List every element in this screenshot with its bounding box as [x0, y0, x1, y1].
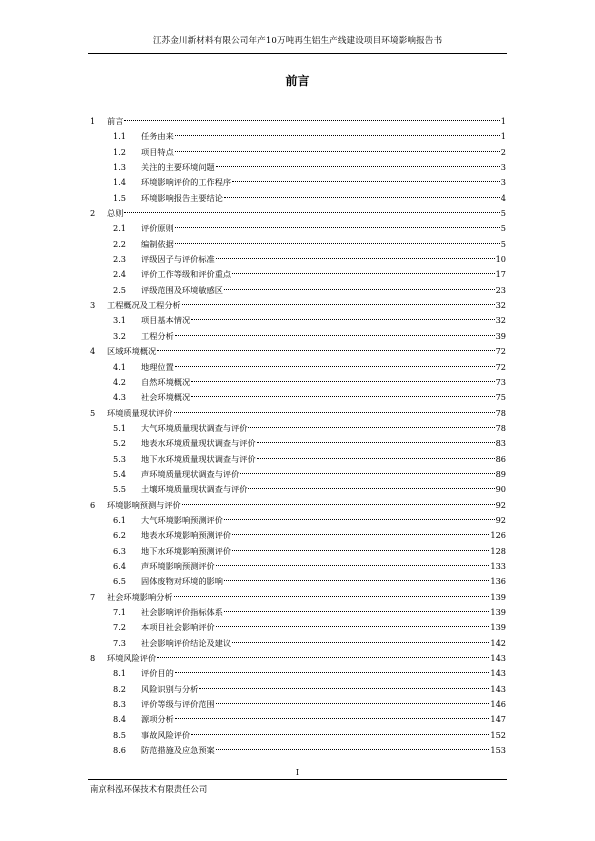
toc-entry-body — [107, 498, 506, 513]
toc-entry-body — [141, 636, 506, 651]
toc-entry-number: 2.5 — [113, 284, 127, 295]
toc-entry-page: 92 — [495, 514, 506, 525]
toc-entry-body — [107, 651, 506, 666]
toc-entry-label: 工程分析 — [141, 330, 174, 341]
toc-entry[interactable] — [88, 298, 506, 313]
toc-dot-leader — [232, 181, 500, 182]
toc-entry-body — [141, 129, 506, 144]
toc-entry-number: 2.2 — [113, 238, 127, 249]
toc-entry[interactable] — [88, 666, 506, 681]
toc-entry-number: 3 — [90, 300, 96, 311]
toc-dot-leader — [216, 626, 490, 627]
toc-entry-body — [141, 682, 506, 697]
toc-entry-page: 5 — [500, 238, 506, 249]
toc-entry-body — [107, 298, 506, 313]
toc-entry-label: 编制依据 — [141, 238, 174, 249]
toc-entry-label: 地下水环境影响预测评价 — [141, 545, 232, 556]
toc-dot-leader — [224, 289, 495, 290]
toc-entry-body — [141, 482, 506, 497]
toc-entry-label: 土壤环境质量现状调查与评价 — [141, 484, 248, 495]
toc-entry[interactable] — [88, 651, 506, 666]
toc-dot-leader — [248, 488, 494, 489]
toc-entry-number: 5.4 — [113, 468, 127, 479]
toc-dot-leader — [174, 596, 490, 597]
toc-entry-body — [141, 605, 506, 620]
toc-entry-body — [141, 375, 506, 390]
footer-divider — [88, 779, 507, 780]
toc-entry-body — [141, 574, 506, 589]
toc-entry[interactable] — [88, 590, 506, 605]
running-header: 江苏金川新材料有限公司年产10万吨再生铝生产线建设项目环境影响报告书 — [152, 36, 443, 46]
toc-entry-label: 固体废物对环境的影响 — [141, 576, 223, 587]
toc-entry-number: 2.1 — [113, 223, 127, 234]
toc-entry-label: 评级范围及环境敏感区 — [141, 284, 223, 295]
toc-entry-page: 3 — [500, 177, 506, 188]
toc-dot-leader — [232, 273, 495, 274]
toc-entry-body — [141, 620, 506, 635]
toc-dot-leader — [232, 534, 489, 535]
toc-entry-page: 32 — [495, 315, 506, 326]
page-title: 前言 — [285, 74, 310, 88]
toc-entry-number: 5.3 — [113, 453, 127, 464]
toc-dot-leader — [224, 519, 495, 520]
toc-entry-number: 8.2 — [113, 683, 127, 694]
toc-entry-body — [141, 360, 506, 375]
toc-entry-number: 2.3 — [113, 254, 127, 265]
toc-entry-label: 任务由来 — [141, 131, 174, 142]
toc-entry[interactable] — [88, 605, 506, 620]
toc-entry-page: 73 — [495, 376, 506, 387]
toc-entry[interactable] — [88, 283, 506, 298]
toc-entry[interactable] — [88, 452, 506, 467]
toc-entry[interactable] — [88, 237, 506, 252]
toc-entry-page: 126 — [490, 530, 506, 541]
toc-entry-label: 防范措施及应急预案 — [141, 745, 215, 756]
toc-entry-number: 7.3 — [113, 637, 127, 648]
toc-entry-number: 1.5 — [113, 192, 127, 203]
toc-dot-leader — [216, 749, 490, 750]
toc-entry-number: 1 — [90, 116, 96, 126]
toc-entry-body — [141, 452, 506, 467]
toc-entry-label: 评价等级与评价范围 — [141, 699, 215, 710]
toc-entry-body — [141, 329, 506, 344]
toc-entry[interactable] — [88, 544, 506, 559]
toc-entry-number: 6.4 — [113, 560, 127, 571]
toc-entry-page: 10 — [495, 254, 506, 265]
toc-entry-number: 5.5 — [113, 484, 127, 495]
toc-entry-label: 社会影响评价结论及建议 — [141, 637, 232, 648]
toc-entry-number: 6.3 — [113, 545, 127, 556]
toc-entry-label: 源项分析 — [141, 714, 174, 725]
toc-entry-page: 139 — [490, 622, 506, 633]
toc-entry-label: 地表水环境质量现状调查与评价 — [141, 438, 256, 449]
toc-entry-label: 评价工作等级和评价重点 — [141, 269, 232, 280]
toc-entry-number: 1.1 — [113, 131, 127, 142]
toc-entry[interactable] — [88, 498, 506, 513]
toc-dot-leader — [240, 473, 494, 474]
toc-entry[interactable] — [88, 160, 506, 175]
toc-entry[interactable] — [88, 528, 506, 543]
toc-entry-page: 136 — [490, 576, 506, 587]
toc-entry[interactable] — [88, 145, 506, 160]
toc-entry[interactable] — [88, 728, 506, 743]
toc-entry-number: 8.1 — [113, 668, 127, 679]
toc-entry-number: 5.1 — [113, 422, 127, 433]
toc-entry-label: 事故风险评价 — [141, 729, 191, 740]
toc-entry-page: 78 — [495, 422, 506, 433]
toc-dot-leader — [199, 688, 489, 689]
toc-entry-number: 1.4 — [113, 177, 127, 188]
toc-dot-leader — [182, 304, 495, 305]
toc-dot-leader — [175, 243, 500, 244]
toc-entry-number: 4.2 — [113, 376, 127, 387]
toc-entry-number: 6.1 — [113, 514, 127, 525]
toc-entry-number: 4 — [90, 346, 96, 357]
toc-entry-body — [141, 221, 506, 236]
toc-entry-number: 5 — [90, 407, 96, 418]
toc-entry[interactable] — [88, 206, 506, 221]
toc-entry-number: 2.4 — [113, 269, 127, 280]
toc-dot-leader — [124, 212, 499, 213]
toc-entry-body — [141, 544, 506, 559]
toc-entry[interactable] — [88, 390, 506, 405]
toc-entry-number: 4.1 — [113, 361, 127, 372]
toc-dot-leader — [257, 442, 495, 443]
table-of-contents — [88, 114, 506, 758]
toc-entry-page: 17 — [495, 269, 506, 280]
toc-dot-leader — [191, 381, 494, 382]
toc-entry-label: 评价原则 — [141, 223, 174, 234]
toc-dot-leader — [232, 550, 489, 551]
toc-dot-leader — [191, 734, 489, 735]
toc-entry-page: 89 — [495, 468, 506, 479]
toc-dot-leader — [175, 227, 500, 228]
toc-dot-leader — [157, 350, 494, 351]
toc-entry-label: 关注的主要环境问题 — [141, 162, 215, 173]
toc-entry-number: 1.3 — [113, 162, 127, 173]
toc-entry-label: 地表水环境影响预测评价 — [141, 530, 232, 541]
toc-entry-body — [141, 697, 506, 712]
toc-entry-body — [141, 145, 506, 160]
toc-entry-number: 6 — [90, 499, 96, 510]
toc-entry-body — [141, 191, 506, 206]
toc-entry-label: 自然环境概况 — [141, 376, 191, 387]
toc-entry-body — [141, 252, 506, 267]
toc-entry[interactable] — [88, 620, 506, 635]
toc-dot-leader — [191, 396, 494, 397]
toc-dot-leader — [224, 611, 489, 612]
toc-entry[interactable] — [88, 421, 506, 436]
toc-entry[interactable] — [88, 114, 506, 129]
toc-entry-label: 环境影响预测与评价 — [107, 499, 181, 510]
toc-entry-number: 3.2 — [113, 330, 127, 341]
toc-entry-page: 83 — [495, 438, 506, 449]
toc-entry-body — [141, 390, 506, 405]
toc-entry-label: 本项目社会影响评价 — [141, 622, 215, 633]
toc-entry-body — [141, 528, 506, 543]
toc-entry-number: 1.2 — [113, 146, 127, 157]
toc-entry-body — [141, 743, 506, 758]
toc-entry-page: 143 — [490, 653, 506, 664]
toc-entry-page: 3 — [500, 162, 506, 173]
toc-dot-leader — [175, 335, 495, 336]
header-divider — [88, 53, 507, 54]
toc-entry-page: 4 — [500, 192, 506, 203]
toc-entry-body — [107, 590, 506, 605]
toc-entry[interactable] — [88, 697, 506, 712]
toc-entry-label: 项目基本情况 — [141, 315, 191, 326]
toc-entry[interactable] — [88, 221, 506, 236]
toc-entry-number: 4.3 — [113, 392, 127, 403]
toc-entry-number: 7 — [90, 591, 96, 602]
toc-dot-leader — [232, 642, 489, 643]
toc-entry-label: 声环境质量现状调查与评价 — [141, 468, 240, 479]
toc-entry-label: 区域环境概况 — [107, 346, 157, 357]
toc-entry-label: 前言 — [107, 116, 124, 126]
toc-entry-label: 评价目的 — [141, 668, 174, 679]
toc-entry-body — [107, 344, 506, 359]
toc-entry[interactable] — [88, 513, 506, 528]
toc-entry-body — [141, 313, 506, 328]
toc-entry-page: 75 — [495, 392, 506, 403]
toc-entry-label: 工程概况及工程分析 — [107, 300, 181, 311]
toc-entry[interactable] — [88, 482, 506, 497]
toc-entry[interactable] — [88, 559, 506, 574]
toc-entry-page: 5 — [500, 223, 506, 234]
toc-entry-page: 143 — [490, 683, 506, 694]
toc-entry-label: 社会环境影响分析 — [107, 591, 173, 602]
toc-entry-number: 8.4 — [113, 714, 127, 725]
toc-entry-body — [141, 513, 506, 528]
toc-entry-body — [141, 160, 506, 175]
toc-entry-label: 大气环境影响预测评价 — [141, 514, 223, 525]
toc-entry-body — [107, 114, 506, 129]
toc-entry-body — [141, 728, 506, 743]
toc-entry-body — [141, 712, 506, 727]
toc-entry-number: 8.3 — [113, 699, 127, 710]
toc-entry-number: 5.2 — [113, 438, 127, 449]
toc-entry-page: 72 — [495, 361, 506, 372]
toc-entry-label: 社会影响评价指标体系 — [141, 607, 223, 617]
toc-entry-label: 环境影响评价的工作程序 — [141, 177, 232, 188]
toc-entry[interactable] — [88, 191, 506, 206]
toc-entry-page: 39 — [495, 330, 506, 341]
toc-entry-label: 环境风险评价 — [107, 653, 157, 664]
toc-entry[interactable] — [88, 360, 506, 375]
toc-entry-body — [141, 283, 506, 298]
toc-dot-leader — [175, 135, 500, 136]
toc-entry[interactable] — [88, 252, 506, 267]
toc-entry-body — [107, 406, 506, 421]
toc-entry-page: 133 — [490, 560, 506, 571]
toc-dot-leader — [216, 166, 500, 167]
toc-dot-leader — [175, 718, 490, 719]
toc-entry-body — [141, 175, 506, 190]
toc-entry-number: 8 — [90, 653, 96, 664]
toc-entry-page: 153 — [490, 745, 506, 756]
toc-entry-page: 143 — [490, 668, 506, 679]
toc-entry-label: 大气环境质量现状调查与评价 — [141, 422, 248, 433]
toc-entry-page: 142 — [490, 637, 506, 648]
toc-dot-leader — [248, 427, 494, 428]
toc-entry-label: 社会环境概况 — [141, 392, 191, 403]
toc-entry-page: 152 — [490, 729, 506, 740]
toc-entry-label: 项目特点 — [141, 146, 174, 157]
toc-entry-body — [141, 421, 506, 436]
toc-entry-page: 139 — [490, 607, 506, 617]
toc-entry-number: 7.2 — [113, 622, 127, 633]
toc-dot-leader — [124, 120, 499, 121]
toc-entry-page: 92 — [495, 499, 506, 510]
toc-entry-label: 地理位置 — [141, 361, 174, 372]
toc-entry-number: 8.5 — [113, 729, 127, 740]
toc-dot-leader — [257, 458, 495, 459]
toc-entry-label: 评级因子与评价标准 — [141, 254, 215, 265]
toc-entry[interactable] — [88, 313, 506, 328]
toc-entry-page: 2 — [500, 146, 506, 157]
toc-dot-leader — [216, 258, 495, 259]
toc-entry-body — [141, 467, 506, 482]
toc-entry-page: 78 — [495, 407, 506, 418]
toc-dot-leader — [175, 151, 500, 152]
toc-entry-label: 声环境影响预测评价 — [141, 560, 215, 571]
toc-dot-leader — [175, 366, 495, 367]
toc-entry[interactable] — [88, 329, 506, 344]
toc-entry-label: 地下水环境质量现状调查与评价 — [141, 453, 256, 464]
toc-entry-number: 6.5 — [113, 576, 127, 587]
toc-dot-leader — [191, 319, 494, 320]
toc-entry[interactable] — [88, 743, 506, 758]
toc-entry-body — [141, 237, 506, 252]
toc-entry-label: 总则 — [107, 208, 124, 219]
toc-entry-page: 23 — [495, 284, 506, 295]
toc-entry-page: 72 — [495, 346, 506, 357]
toc-entry-page: 128 — [490, 545, 506, 556]
toc-entry-page: 90 — [495, 484, 506, 495]
toc-entry-number: 7.1 — [113, 607, 127, 617]
toc-entry-page: 139 — [490, 591, 506, 602]
toc-dot-leader — [216, 703, 490, 704]
toc-entry[interactable] — [88, 574, 506, 589]
toc-entry-body — [141, 666, 506, 681]
toc-entry[interactable] — [88, 267, 506, 282]
toc-entry[interactable] — [88, 129, 506, 144]
toc-dot-leader — [174, 412, 495, 413]
toc-entry-number: 8.6 — [113, 745, 127, 756]
toc-dot-leader — [182, 504, 495, 505]
toc-entry[interactable] — [88, 436, 506, 451]
toc-entry-number: 2 — [90, 208, 96, 219]
toc-entry-body — [141, 436, 506, 451]
toc-entry-page: 1 — [500, 131, 506, 142]
toc-entry-body — [141, 559, 506, 574]
toc-entry-number: 3.1 — [113, 315, 127, 326]
toc-entry[interactable] — [88, 175, 506, 190]
toc-entry-page: 146 — [490, 699, 506, 710]
toc-entry[interactable] — [88, 636, 506, 651]
toc-entry[interactable] — [88, 406, 506, 421]
toc-entry[interactable] — [88, 375, 506, 390]
toc-entry-label: 环境质量现状评价 — [107, 407, 173, 418]
toc-entry-label: 环境影响报告主要结论 — [141, 192, 223, 203]
toc-entry-page: 86 — [495, 453, 506, 464]
toc-dot-leader — [157, 657, 489, 658]
toc-dot-leader — [216, 565, 490, 566]
toc-entry[interactable] — [88, 344, 506, 359]
toc-entry-page: 5 — [500, 208, 506, 219]
toc-dot-leader — [224, 580, 489, 581]
running-footer: 南京科泓环保技术有限责任公司 — [90, 784, 208, 794]
toc-dot-leader — [224, 197, 500, 198]
toc-entry[interactable] — [88, 682, 506, 697]
toc-entry-page: 32 — [495, 300, 506, 311]
toc-entry[interactable] — [88, 467, 506, 482]
toc-entry-body — [107, 206, 506, 221]
toc-entry-body — [141, 267, 506, 282]
toc-entry-page: 1 — [500, 116, 506, 126]
toc-entry[interactable] — [88, 712, 506, 727]
page-number: I — [295, 768, 300, 777]
toc-entry-page: 147 — [490, 714, 506, 725]
toc-dot-leader — [175, 672, 490, 673]
toc-entry-number: 6.2 — [113, 530, 127, 541]
toc-entry-label: 风险识别与分析 — [141, 683, 199, 694]
